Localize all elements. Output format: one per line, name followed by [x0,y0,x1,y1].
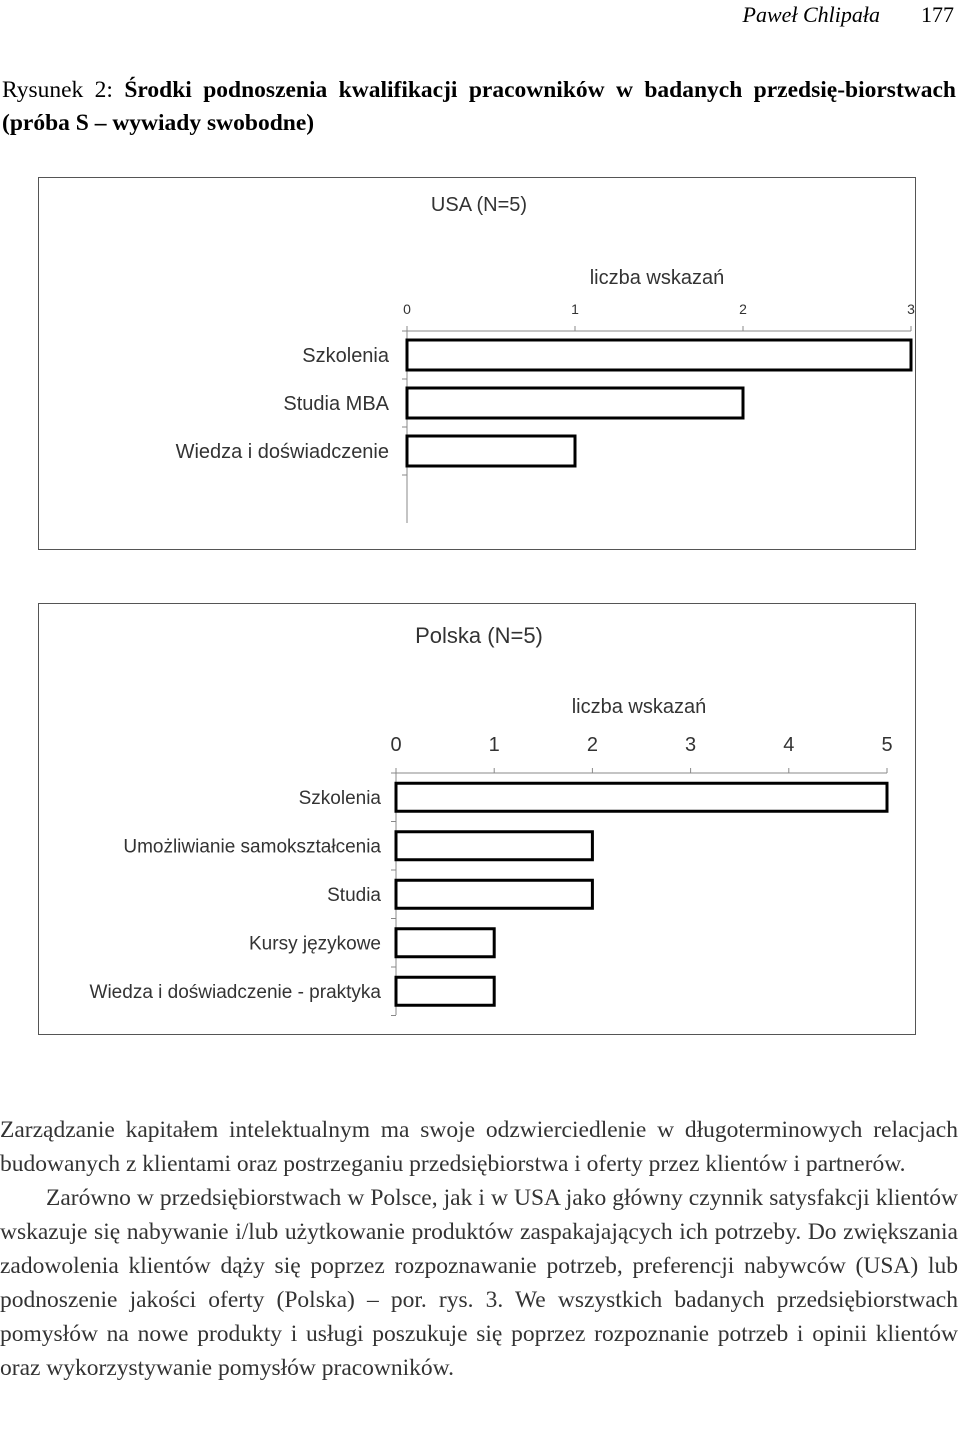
chart-0-category-label: Szkolenia [302,345,389,367]
figure-caption [2,74,956,140]
chart-1-tick-label: 2 [586,734,598,756]
body-paragraph-1: Zarządzanie kapitałem intelektualnym ma swoje odzwierciedlenie w długoterminowych relacjach budowanych z klientami oraz postrzeganiu przedsiębiorstwa i oferty przez klientów i partnerów. [0,1117,958,1177]
chart-1-tick-label: 3 [685,734,697,756]
chart-1-bar [396,783,887,811]
chart-1-bar [396,977,494,1005]
chart-1-bar [396,832,592,860]
chart-1-category-label: Umożliwianie samokształcenia [123,836,381,858]
chart-0-category-label: Studia MBA [283,393,389,415]
chart-polska-svg [39,604,917,1036]
chart-1-tick-label: 0 [390,734,402,756]
chart-1-tick-label: 5 [881,734,893,756]
chart-0-bar [407,388,743,418]
chart-1-category-label: Kursy językowe [249,933,381,955]
chart-usa-svg [39,178,917,551]
chart-0-tick-label: 3 [907,301,915,317]
chart-1-title: Polska (N=5) [415,623,543,648]
page-number: 177 [921,2,954,27]
chart-0-xlabel: liczba wskazań [589,267,725,289]
page-header [0,0,960,30]
chart-0-bar [407,340,911,370]
chart-usa [38,177,916,550]
chart-1-bar [396,929,494,957]
chart-0-category-label: Wiedza i doświadczenie [175,441,389,463]
chart-1-category-label: Studia [327,884,381,906]
chart-1-tick-label: 4 [783,734,795,756]
chart-0-title: USA (N=5) [430,194,528,216]
chart-0-tick-label: 0 [403,301,411,317]
body-paragraph-2: Zarówno w przedsiębiorstwach w Polsce, jak i w USA jako główny czynnik satysfakcji klientów wskazuje się nabywanie i/lub użytkowanie produktów zaspakajających ich potrzeby. Do zwiększania zadowolenia klientów dąży się poprzez rozpoznawanie potrzeb, preferencji nabywców (USA) lub podnoszenie jakości oferty (Polska) – por. rys. 3. We wszystkich badanych przedsiębiorstwach pomysłów na nowe produkty i usługi poszukuje się poprzez rozpoznanie potrzeb i opinii klientów oraz wykorzystywanie pomysłów pracowników. [0,1185,958,1381]
chart-0-tick-label: 1 [571,301,579,317]
running-head-author: Paweł Chlipała [742,2,880,27]
chart-1-xlabel: liczba wskazań [571,696,707,718]
chart-0-bar [407,436,575,466]
chart-1-tick-label: 1 [488,734,500,756]
chart-1-category-label: Wiedza i doświadczenie - praktyka [89,981,381,1003]
body-text [0,1113,958,1385]
chart-1-category-label: Szkolenia [298,787,381,809]
chart-0-tick-label: 2 [739,301,747,317]
figure-caption-title: Środki podnoszenia kwalifikacji pracowników w badanych przedsię-biorstwach (próba S – wywiady swobodne) [2,77,956,136]
chart-polska [38,603,916,1035]
chart-1-bar [396,880,592,908]
figure-caption-prefix: Rysunek 2: [2,77,113,103]
